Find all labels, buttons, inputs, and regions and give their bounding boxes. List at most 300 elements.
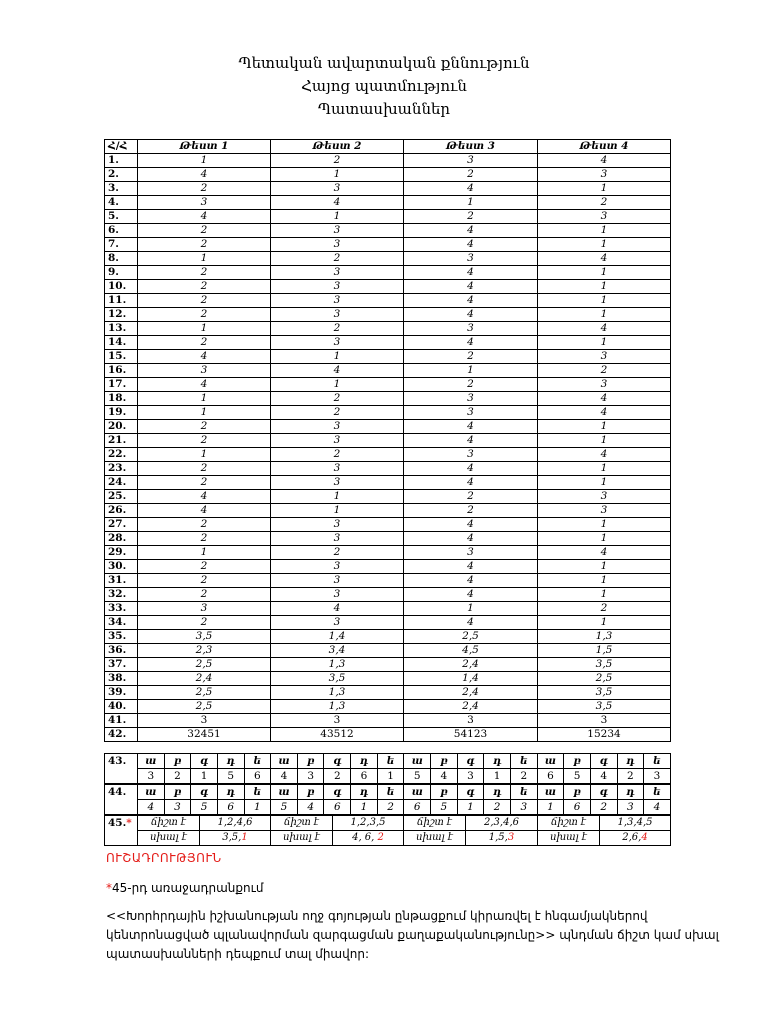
option-letter: բ bbox=[564, 754, 591, 769]
answer-cell: 3 bbox=[538, 168, 671, 182]
answer-cell: 2,4 bbox=[404, 686, 538, 700]
row-number: 23. bbox=[105, 462, 138, 476]
answer-cell: 1 bbox=[538, 308, 671, 322]
title-answers: Պատասխաններ bbox=[317, 100, 451, 118]
answer-cell: 3 bbox=[271, 238, 404, 252]
table-row bbox=[105, 294, 671, 308]
answer-cell: 2 bbox=[404, 504, 538, 518]
table-row bbox=[105, 714, 671, 728]
matching-answer: 4 bbox=[590, 769, 617, 784]
table-row bbox=[105, 182, 671, 196]
answer-cell: 2,5 bbox=[538, 672, 671, 686]
answer-cell: 1 bbox=[538, 336, 671, 350]
q45-wrong-red: 3 bbox=[507, 832, 515, 843]
table-row bbox=[105, 672, 671, 686]
table-row bbox=[105, 350, 671, 364]
row-number: 16. bbox=[105, 364, 138, 378]
answer-cell: 2,5 bbox=[138, 700, 271, 714]
answer-cell: 1 bbox=[538, 280, 671, 294]
row-number: 38. bbox=[105, 672, 138, 686]
answer-cell: 1,3 bbox=[271, 658, 404, 672]
answer-cell: 4 bbox=[404, 518, 538, 532]
answer-cell: 4 bbox=[404, 308, 538, 322]
answer-cell: 4 bbox=[404, 574, 538, 588]
row-number: 5. bbox=[105, 210, 138, 224]
answer-cell: 1,4 bbox=[271, 630, 404, 644]
option-letter: բ bbox=[431, 785, 458, 800]
q45-correct-label: ճիշտ է bbox=[538, 816, 600, 831]
matching-answer: 6 bbox=[564, 800, 591, 815]
table-row bbox=[105, 644, 671, 658]
answer-cell: 3 bbox=[404, 546, 538, 560]
answer-cell: 3 bbox=[538, 210, 671, 224]
table-row bbox=[105, 266, 671, 280]
answer-cell: 1 bbox=[138, 154, 271, 168]
answer-cell: 2 bbox=[138, 336, 271, 350]
matching-answer: 2 bbox=[484, 800, 511, 815]
answer-cell: 4 bbox=[404, 616, 538, 630]
matching-answer: 2 bbox=[617, 769, 644, 784]
option-letter: բ bbox=[431, 754, 458, 769]
answer-cell: 1 bbox=[538, 616, 671, 630]
q45-correct-value: 1,2,3,5 bbox=[333, 816, 404, 831]
answers-table bbox=[104, 139, 671, 742]
answer-cell: 1 bbox=[538, 420, 671, 434]
answer-cell: 1,5 bbox=[538, 644, 671, 658]
matching-answer: 6 bbox=[537, 769, 564, 784]
answer-cell: 2 bbox=[404, 210, 538, 224]
row-number: 26. bbox=[105, 504, 138, 518]
answer-cell: 54123 bbox=[404, 728, 538, 742]
answer-cell: 3 bbox=[271, 574, 404, 588]
row-number: 7. bbox=[105, 238, 138, 252]
row-number: 42. bbox=[105, 728, 138, 742]
q45-wrong-red: 1 bbox=[241, 832, 248, 843]
answer-cell: 2 bbox=[538, 602, 671, 616]
row-number: 28. bbox=[105, 532, 138, 546]
row-number: 2. bbox=[105, 168, 138, 182]
matching-answer: 1 bbox=[484, 769, 511, 784]
table-row bbox=[105, 504, 671, 518]
table-row bbox=[105, 154, 671, 168]
q45-wrong-value bbox=[200, 831, 271, 846]
row-number: 22. bbox=[105, 448, 138, 462]
q45-wrong-label: սխալ է bbox=[138, 831, 200, 846]
option-letter: գ bbox=[191, 754, 218, 769]
answer-cell: 4 bbox=[404, 462, 538, 476]
answer-cell: 1,3 bbox=[538, 630, 671, 644]
header-test-3: Թեստ 3 bbox=[404, 140, 538, 154]
row-number: 24. bbox=[105, 476, 138, 490]
row-number: 30. bbox=[105, 560, 138, 574]
answer-cell: 4 bbox=[404, 266, 538, 280]
answer-cell: 4 bbox=[538, 252, 671, 266]
answer-cell: 4 bbox=[138, 168, 271, 182]
q45-wrong-label: սխալ է bbox=[538, 831, 600, 846]
question-45-table bbox=[104, 815, 671, 846]
answers-header-row bbox=[105, 140, 671, 154]
answer-cell: 2 bbox=[138, 294, 271, 308]
matching-answer: 4 bbox=[644, 800, 671, 815]
title-exam: Պետական ավարտական քննություն bbox=[238, 54, 530, 72]
answer-cell: 3 bbox=[271, 462, 404, 476]
answer-cell: 1 bbox=[271, 168, 404, 182]
option-letter: ե bbox=[644, 754, 671, 769]
answer-cell: 4 bbox=[404, 336, 538, 350]
answer-cell: 15234 bbox=[538, 728, 671, 742]
option-letter: գ bbox=[457, 754, 484, 769]
answer-cell: 2,5 bbox=[404, 630, 538, 644]
answer-cell: 2,4 bbox=[404, 700, 538, 714]
row-number: 29. bbox=[105, 546, 138, 560]
table-row bbox=[105, 546, 671, 560]
q45-row-wrong bbox=[105, 831, 671, 846]
header-test-4: Թեստ 4 bbox=[538, 140, 671, 154]
question-43-table bbox=[104, 753, 671, 784]
q45-correct-value: 2,3,4,6 bbox=[466, 816, 538, 831]
matching-answer: 1 bbox=[351, 800, 378, 815]
table-row bbox=[105, 686, 671, 700]
table-row bbox=[105, 322, 671, 336]
answer-cell: 2 bbox=[271, 406, 404, 420]
answer-cell: 2 bbox=[404, 378, 538, 392]
option-letter: դ bbox=[217, 754, 244, 769]
note-star: * bbox=[106, 881, 112, 895]
matching-answer: 3 bbox=[138, 769, 165, 784]
row-number: 18. bbox=[105, 392, 138, 406]
option-letter: գ bbox=[324, 785, 351, 800]
option-letter: բ bbox=[164, 754, 191, 769]
row-number: 17. bbox=[105, 378, 138, 392]
answer-cell: 3 bbox=[538, 350, 671, 364]
table-row bbox=[105, 196, 671, 210]
answer-cell: 1 bbox=[138, 392, 271, 406]
answer-cell: 1 bbox=[138, 322, 271, 336]
answer-cell: 3 bbox=[138, 602, 271, 616]
matching-answer: 1 bbox=[191, 769, 218, 784]
table-row bbox=[105, 364, 671, 378]
answer-cell: 1 bbox=[538, 294, 671, 308]
table-row bbox=[105, 252, 671, 266]
answer-cell: 4 bbox=[271, 196, 404, 210]
table-row bbox=[105, 700, 671, 714]
answer-cell: 4 bbox=[404, 588, 538, 602]
answer-cell: 2 bbox=[138, 238, 271, 252]
note-body: <<Խորհրդային իշխանության ողջ գոյության ընթացքում կիրառվել է հնգամյակներով կենտրոնացված պլանավորման զարգացման քաղաքականությունը>> պնդման ճիշտ կամ սխալ պատասխանների դեպքում տալ միավոր: bbox=[106, 909, 719, 961]
answer-cell: 2 bbox=[538, 364, 671, 378]
option-letter: գ bbox=[191, 785, 218, 800]
answer-cell: 32451 bbox=[138, 728, 271, 742]
answer-cell: 3 bbox=[271, 224, 404, 238]
table-row bbox=[105, 420, 671, 434]
option-letter: ա bbox=[537, 754, 564, 769]
answer-cell: 1 bbox=[538, 518, 671, 532]
answer-cell: 1 bbox=[538, 266, 671, 280]
row-number: 27. bbox=[105, 518, 138, 532]
answer-cell: 3 bbox=[271, 476, 404, 490]
answer-cell: 1 bbox=[271, 210, 404, 224]
answer-cell: 3 bbox=[271, 420, 404, 434]
answer-cell: 4 bbox=[404, 294, 538, 308]
option-letter: ե bbox=[510, 754, 537, 769]
option-letter: ե bbox=[644, 785, 671, 800]
answer-cell: 2 bbox=[138, 518, 271, 532]
matching-answer: 2 bbox=[324, 769, 351, 784]
answer-cell: 3,5 bbox=[538, 700, 671, 714]
answer-cell: 1 bbox=[138, 406, 271, 420]
attention-heading: ՈՒՇԱԴՐՈՒԹՅՈՒՆ bbox=[106, 851, 222, 865]
option-letter: դ bbox=[351, 754, 378, 769]
answer-cell: 2,5 bbox=[138, 658, 271, 672]
row-number: 36. bbox=[105, 644, 138, 658]
answer-cell: 3 bbox=[271, 308, 404, 322]
row-number: 21. bbox=[105, 434, 138, 448]
answer-cell: 3 bbox=[271, 616, 404, 630]
answer-cell: 2 bbox=[138, 280, 271, 294]
option-letter: ա bbox=[271, 785, 298, 800]
option-letter: ա bbox=[404, 785, 431, 800]
row-number: 15. bbox=[105, 350, 138, 364]
q45-correct-value: 1,3,4,5 bbox=[600, 816, 671, 831]
answer-cell: 3 bbox=[404, 252, 538, 266]
option-letter: դ bbox=[484, 754, 511, 769]
option-letter: գ bbox=[590, 754, 617, 769]
table-row bbox=[105, 448, 671, 462]
answer-cell: 2 bbox=[138, 560, 271, 574]
answer-cell: 1 bbox=[538, 434, 671, 448]
answer-cell: 3,5 bbox=[538, 686, 671, 700]
matching-answer: 5 bbox=[271, 800, 298, 815]
answer-cell: 2,5 bbox=[138, 686, 271, 700]
option-letter: ե bbox=[510, 785, 537, 800]
option-letter: դ bbox=[617, 754, 644, 769]
answer-cell: 4,5 bbox=[404, 644, 538, 658]
row-number: 8. bbox=[105, 252, 138, 266]
answer-cell: 3 bbox=[404, 448, 538, 462]
matching-answer: 1 bbox=[537, 800, 564, 815]
table-row bbox=[105, 224, 671, 238]
q45-correct-value: 1,2,4,6 bbox=[200, 816, 271, 831]
matching-answer: 5 bbox=[431, 800, 458, 815]
answer-cell: 4 bbox=[404, 280, 538, 294]
matching-answer: 3 bbox=[510, 800, 537, 815]
answer-cell: 3 bbox=[271, 182, 404, 196]
answer-cell: 3 bbox=[271, 294, 404, 308]
table-row bbox=[105, 336, 671, 350]
answer-cell: 4 bbox=[538, 448, 671, 462]
table-row bbox=[105, 462, 671, 476]
matching-answer: 6 bbox=[404, 800, 431, 815]
row-number: 41. bbox=[105, 714, 138, 728]
table-row bbox=[105, 602, 671, 616]
row-number: 25. bbox=[105, 490, 138, 504]
q44-letters-row bbox=[105, 785, 671, 800]
matching-answer: 2 bbox=[164, 769, 191, 784]
answer-cell: 1 bbox=[404, 364, 538, 378]
row-number: 13. bbox=[105, 322, 138, 336]
answer-cell: 4 bbox=[271, 602, 404, 616]
answer-cell: 3 bbox=[404, 406, 538, 420]
answer-cell: 4 bbox=[404, 434, 538, 448]
answer-cell: 4 bbox=[404, 224, 538, 238]
q44-label: 44. bbox=[105, 785, 138, 815]
answer-cell: 3 bbox=[271, 434, 404, 448]
row-number: 20. bbox=[105, 420, 138, 434]
answer-cell: 2 bbox=[138, 420, 271, 434]
answer-cell: 2 bbox=[138, 616, 271, 630]
answer-cell: 1 bbox=[138, 252, 271, 266]
matching-answer: 5 bbox=[564, 769, 591, 784]
answer-cell: 1 bbox=[271, 378, 404, 392]
answer-cell: 1 bbox=[138, 546, 271, 560]
row-number: 34. bbox=[105, 616, 138, 630]
matching-answer: 4 bbox=[431, 769, 458, 784]
option-letter: դ bbox=[484, 785, 511, 800]
answer-cell: 3 bbox=[538, 504, 671, 518]
matching-answer: 1 bbox=[457, 800, 484, 815]
header-test-2: Թեստ 2 bbox=[271, 140, 404, 154]
answer-cell: 3 bbox=[271, 280, 404, 294]
row-number: 6. bbox=[105, 224, 138, 238]
answer-cell: 3 bbox=[271, 266, 404, 280]
row-number: 4. bbox=[105, 196, 138, 210]
answer-cell: 2 bbox=[138, 476, 271, 490]
option-letter: բ bbox=[564, 785, 591, 800]
answer-cell: 3,5 bbox=[271, 672, 404, 686]
option-letter: ա bbox=[537, 785, 564, 800]
q45-row-correct bbox=[105, 816, 671, 831]
note-star-text: 45-րդ առաջադրանքում bbox=[112, 881, 264, 895]
answer-cell: 4 bbox=[404, 476, 538, 490]
row-number: 10. bbox=[105, 280, 138, 294]
answer-cell: 2 bbox=[138, 308, 271, 322]
matching-answer: 3 bbox=[457, 769, 484, 784]
answer-cell: 3 bbox=[271, 336, 404, 350]
option-letter: գ bbox=[457, 785, 484, 800]
table-row bbox=[105, 434, 671, 448]
table-row bbox=[105, 406, 671, 420]
answer-cell: 2 bbox=[271, 252, 404, 266]
table-row bbox=[105, 280, 671, 294]
option-letter: ե bbox=[377, 785, 404, 800]
q45-wrong-red: 2 bbox=[377, 832, 384, 843]
option-letter: ա bbox=[271, 754, 298, 769]
row-number: 35. bbox=[105, 630, 138, 644]
table-row bbox=[105, 392, 671, 406]
matching-answer: 3 bbox=[644, 769, 671, 784]
row-number: 3. bbox=[105, 182, 138, 196]
answer-cell: 1 bbox=[138, 448, 271, 462]
answer-cell: 1,3 bbox=[271, 700, 404, 714]
matching-answer: 3 bbox=[164, 800, 191, 815]
answer-cell: 4 bbox=[138, 210, 271, 224]
answer-cell: 4 bbox=[538, 392, 671, 406]
answer-cell: 1,4 bbox=[404, 672, 538, 686]
q45-correct-label: ճիշտ է bbox=[271, 816, 333, 831]
q45-star: * bbox=[126, 817, 132, 829]
matching-answer: 6 bbox=[217, 800, 244, 815]
table-row bbox=[105, 616, 671, 630]
answer-cell: 1 bbox=[538, 462, 671, 476]
answer-cell: 2 bbox=[138, 462, 271, 476]
answer-cell: 2 bbox=[538, 196, 671, 210]
header-number: Հ/Հ bbox=[105, 140, 138, 154]
answer-cell: 2 bbox=[138, 434, 271, 448]
q43-letters-row bbox=[105, 754, 671, 769]
answer-cell: 2 bbox=[138, 588, 271, 602]
answer-cell: 1 bbox=[538, 476, 671, 490]
answer-cell: 3 bbox=[404, 714, 538, 728]
table-row bbox=[105, 476, 671, 490]
answer-cell: 4 bbox=[138, 490, 271, 504]
table-row bbox=[105, 308, 671, 322]
answer-cell: 4 bbox=[538, 322, 671, 336]
q45-wrong-value bbox=[333, 831, 404, 846]
answer-cell: 3 bbox=[271, 518, 404, 532]
table-row bbox=[105, 560, 671, 574]
answer-cell: 3 bbox=[138, 714, 271, 728]
q43-label: 43. bbox=[105, 754, 138, 784]
q45-label-cell bbox=[105, 816, 138, 846]
table-row bbox=[105, 588, 671, 602]
answer-cell: 4 bbox=[138, 504, 271, 518]
answer-cell: 4 bbox=[404, 238, 538, 252]
answer-cell: 3 bbox=[538, 378, 671, 392]
answer-cell: 2,4 bbox=[138, 672, 271, 686]
answer-cell: 2,4 bbox=[404, 658, 538, 672]
question-44-table bbox=[104, 784, 671, 815]
matching-answer: 5 bbox=[191, 800, 218, 815]
answer-cell: 3 bbox=[271, 714, 404, 728]
table-row bbox=[105, 728, 671, 742]
answer-cell: 2 bbox=[404, 350, 538, 364]
answer-cell: 43512 bbox=[271, 728, 404, 742]
row-number: 11. bbox=[105, 294, 138, 308]
row-number: 19. bbox=[105, 406, 138, 420]
answer-cell: 3 bbox=[138, 196, 271, 210]
row-number: 40. bbox=[105, 700, 138, 714]
option-letter: գ bbox=[590, 785, 617, 800]
q45-wrong-label: սխալ է bbox=[271, 831, 333, 846]
option-letter: բ bbox=[164, 785, 191, 800]
q45-wrong-value bbox=[600, 831, 671, 846]
option-letter: ե bbox=[244, 754, 271, 769]
note-star-line bbox=[106, 881, 263, 895]
answer-cell: 3 bbox=[271, 532, 404, 546]
table-row bbox=[105, 238, 671, 252]
row-number: 12. bbox=[105, 308, 138, 322]
option-letter: ե bbox=[377, 754, 404, 769]
answer-cell: 2 bbox=[404, 168, 538, 182]
answer-cell: 4 bbox=[404, 182, 538, 196]
q45-wrong-red: 4 bbox=[641, 832, 648, 843]
title-subject: Հայոց պատմություն bbox=[301, 77, 467, 95]
answer-cell: 2 bbox=[271, 154, 404, 168]
answer-cell: 1 bbox=[404, 196, 538, 210]
matching-answer: 1 bbox=[377, 769, 404, 784]
row-number: 31. bbox=[105, 574, 138, 588]
matching-answer: 3 bbox=[297, 769, 324, 784]
answer-cell: 3 bbox=[538, 714, 671, 728]
option-letter: ա bbox=[138, 754, 165, 769]
answer-cell: 4 bbox=[138, 378, 271, 392]
answer-cell: 3,5 bbox=[138, 630, 271, 644]
answer-cell: 1 bbox=[271, 504, 404, 518]
answer-cell: 4 bbox=[538, 406, 671, 420]
document-titles bbox=[0, 52, 768, 121]
q45-correct-label: ճիշտ է bbox=[404, 816, 466, 831]
answer-cell: 4 bbox=[404, 532, 538, 546]
